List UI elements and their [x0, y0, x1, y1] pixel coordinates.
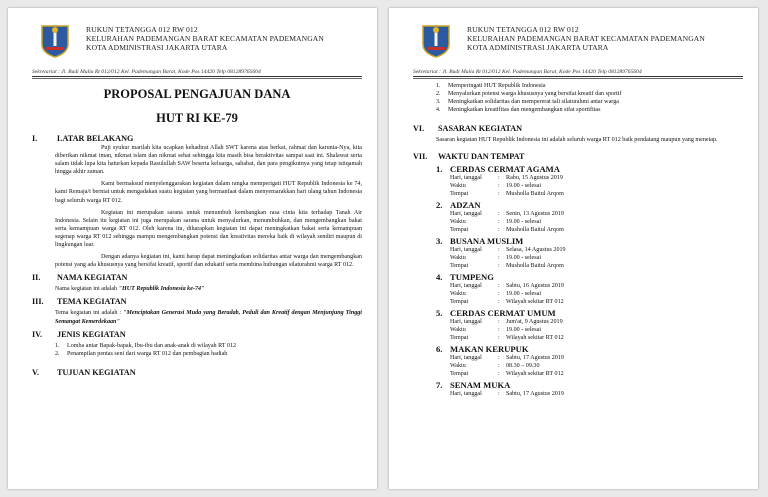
event-row-waktu: [450, 362, 743, 370]
event-value: Rabu, 15 Agustus 2019: [506, 175, 563, 182]
event-title: [436, 236, 743, 246]
event-row-waktu: [450, 218, 743, 226]
section-number: II.: [32, 273, 41, 283]
event-number: 6.: [436, 344, 443, 355]
sasaran-text: Sasaran kegiatan HUT Republik Indonesia ini adalah seluruh warga RT 012 baik pendatang maupun yang menetap.: [436, 137, 718, 144]
section-number: IV.: [32, 329, 43, 339]
letterhead-line-1: RUKUN TETANGGA 012 RW 012: [86, 25, 198, 34]
page-2-content: [413, 82, 743, 398]
event-name: CERDAS CERMAT AGAMA: [450, 164, 560, 175]
event-label: Hari, tanggal: [450, 355, 482, 362]
event-separator: :: [498, 211, 500, 218]
section-heading-jenis-kegiatan: [32, 330, 362, 340]
event-label: Waktu: [450, 183, 466, 190]
event-separator: :: [498, 371, 500, 378]
event-row-hari: [450, 354, 743, 362]
event-number: 3.: [436, 236, 443, 247]
event-row-tempat: [450, 190, 743, 198]
section-heading-waktu-tempat: [413, 152, 743, 162]
letterhead-divider-thin: [413, 78, 743, 79]
event-separator: :: [498, 355, 500, 362]
event-value: 19.00 - selesai: [506, 183, 542, 190]
event-value: 19.00 - selesai: [506, 327, 542, 334]
event-value: Sabtu, 17 Agustus 2019: [506, 355, 564, 362]
latar-paragraph-3: Kegiatan ini merupakan sarana untuk menumbuh kembangkan rasa cinta kita terhadap Tanah Air Indonesia. Selain itu kegiatan ini juga merupakan sarana untuk menyalurkan, menumbuhkan, dan mengembangkan bakat serta kemampuan warga RT 012. Oleh karena itu, diharapkan kegiatan ini dapat meningkatkan bakat serta kemampuan segenap warga RT 012 sehingga mampu mengembangkan potensi dan kreativitas mereka baik di wilayah sendiri maupun di lingkungan luar.: [55, 209, 362, 249]
event-label: Hari, tanggal: [450, 247, 482, 254]
event-separator: :: [498, 255, 500, 262]
section-number: V.: [32, 367, 39, 377]
event-name: CERDAS CERMAT UMUM: [450, 308, 556, 319]
event-row-waktu: [450, 326, 743, 334]
letterhead-divider: [413, 76, 743, 77]
event-details: [450, 390, 743, 398]
event-separator: :: [498, 299, 500, 306]
event-separator: :: [498, 391, 500, 398]
section-number: VII.: [413, 152, 428, 162]
document-page-2: [389, 8, 758, 489]
section-title: JENIS KEGIATAN: [57, 329, 126, 339]
list-item: [55, 342, 362, 350]
event-name: BUSANA MUSLIM: [450, 236, 524, 247]
event-label: Hari, tanggal: [450, 319, 482, 326]
section-title: NAMA KEGIATAN: [57, 273, 128, 283]
event-separator: :: [498, 291, 500, 298]
event-label: Tempat: [450, 263, 469, 270]
list-text: Meningkatkan solidaritas dan mempererat tali silaturahmi antar warga: [448, 99, 619, 106]
section-heading-latar-belakang: [32, 134, 362, 144]
event-title: [436, 200, 743, 210]
section-title: LATAR BELAKANG: [57, 134, 134, 143]
event-label: Hari, tanggal: [450, 283, 482, 290]
letterhead-line-3: KOTA ADMINISTRASI JAKARTA UTARA: [467, 43, 609, 52]
event-label: Waktu: [450, 327, 466, 334]
jakarta-emblem-icon: [421, 24, 451, 58]
letterhead: [421, 24, 741, 64]
letterhead-line-2: KELURAHAN PADEMANGAN BARAT KECAMATAN PADEMANGAN: [467, 34, 705, 43]
nama-kegiatan-text: [55, 285, 362, 293]
section-title: TUJUAN KEGIATAN: [57, 367, 136, 377]
event-value: 19.00 - selesai: [506, 219, 542, 226]
nama-prefix: Nama kegiatan ini adalah: [55, 286, 119, 293]
event-separator: :: [498, 219, 500, 226]
event-value: Wilayah sekitar RT 012: [506, 299, 564, 306]
list-text: Memperingati HUT Republik Indonesia: [448, 83, 546, 89]
event-name: ADZAN: [450, 200, 481, 211]
event-value: 19.00 - selesai: [506, 255, 542, 262]
event-row-tempat: [450, 226, 743, 234]
letterhead-line-3: KOTA ADMINISTRASI JAKARTA UTARA: [86, 43, 228, 52]
list-number: 3.: [436, 99, 441, 106]
event-value: Wilayah sekitar RT 012: [506, 371, 564, 378]
event-value: Wilayah sekitar RT 012: [506, 335, 564, 342]
event-row-hari: [450, 174, 743, 182]
tujuan-kegiatan-list: [436, 82, 743, 114]
list-item: [436, 106, 743, 114]
latar-paragraph-1: Puji syukur marilah kita ucapkan kehadirat Allah SWT karena atas berkat, rahmat dan karunia-Nya, kita diberikan nikmat iman, nikmat islam dan nikmat sehat sehingga kita masih bisa beraktivitas sampai saat ini. Shalawat serta salam tidak lupa kita haturkan kepada Rasulullah SAW beserta keluarga, sahabat, dan para pengikutnya yang tetap istiqamah hingga akhir zaman.: [55, 145, 362, 176]
event-row-hari: [450, 210, 743, 218]
event-label: Waktu: [450, 363, 466, 370]
event-label: Hari, tanggal: [450, 211, 482, 218]
list-number: 2.: [436, 91, 441, 98]
event-label: Hari, tanggal: [450, 391, 482, 398]
event-number: 4.: [436, 272, 443, 283]
list-number: 1.: [55, 342, 60, 349]
list-item: [436, 82, 743, 90]
event-separator: :: [498, 227, 500, 234]
event-title: [436, 344, 743, 354]
event-separator: :: [498, 319, 500, 326]
event-separator: :: [498, 247, 500, 254]
event-row-hari: [450, 318, 743, 326]
event-value: Musholla Baitul Arqom: [506, 227, 564, 234]
event-number: 7.: [436, 380, 443, 391]
letterhead-divider: [32, 76, 362, 77]
list-number: 1.: [436, 83, 441, 89]
event-number: 1.: [436, 164, 443, 175]
event-value: Musholla Baitul Arqom: [506, 191, 564, 198]
event-label: Tempat: [450, 335, 469, 342]
event-row-hari: [450, 390, 743, 398]
event-separator: :: [498, 191, 500, 198]
event-row-waktu: [450, 290, 743, 298]
letterhead-address: Sekretariat : Jl. Budi Mulia Rt 012/012 Kel. Pademangan Barat, Kode Pos 14420 Telp 081289765604: [32, 69, 261, 75]
letterhead-line-1: RUKUN TETANGGA 012 RW 012: [467, 25, 579, 34]
event-row-hari: [450, 282, 743, 290]
event-row-waktu: [450, 182, 743, 190]
list-text: Menyalurkan potensi warga khususnya yang bersifat kreatif dan sportif: [448, 91, 622, 98]
event-title: [436, 308, 743, 318]
section-heading-tema-kegiatan: [32, 297, 362, 307]
event-label: Tempat: [450, 371, 469, 378]
page-1-content: [32, 86, 362, 378]
event-row-hari: [450, 246, 743, 254]
event-schedule: [413, 164, 743, 398]
event-row-tempat: [450, 334, 743, 342]
list-text: Meningkatkan kreatifitas dan mengembangkan sifat sportifitas: [448, 107, 601, 114]
event-value: 08.30 – 09.30: [506, 363, 540, 370]
list-text: Penampilan pentas seni dari warga RT 012 dan pembagian hadiah: [67, 350, 228, 357]
section-number: VI.: [413, 124, 425, 134]
event-row-waktu: [450, 254, 743, 262]
list-number: 4.: [436, 107, 441, 114]
event-details: [450, 246, 743, 270]
event-label: Tempat: [450, 227, 469, 234]
section-number: III.: [32, 297, 44, 307]
list-item: [436, 90, 743, 98]
event-name: TUMPENG: [450, 272, 494, 283]
jenis-kegiatan-list: [55, 342, 362, 358]
event-label: Waktu: [450, 291, 466, 298]
section-heading-tujuan-kegiatan: [32, 368, 362, 378]
letterhead-line-2: KELURAHAN PADEMANGAN BARAT KECAMATAN PADEMANGAN: [86, 34, 324, 43]
section-heading-sasaran-kegiatan: [413, 124, 743, 134]
event-separator: :: [498, 263, 500, 270]
latar-paragraph-4: Dengan adanya kegiatan ini, kami harap dapat meningkatkan solidaritas antar warga dan mengembangkan potensi yang ada khususnya yang bersifat kreatif, sportif dan edukatif serta membina hubungan silaturahmi warga RT 012.: [55, 254, 362, 269]
letterhead-address: Sekretariat : Jl. Budi Mulia Rt 012/012 Kel. Pademangan Barat, Kode Pos 14420 Telp 081289765604: [413, 69, 642, 75]
event-separator: :: [498, 335, 500, 342]
event-separator: :: [498, 327, 500, 334]
jakarta-emblem-icon: [40, 24, 70, 58]
event-details: [450, 354, 743, 378]
event-row-tempat: [450, 370, 743, 378]
tema-kegiatan-text: [55, 309, 362, 325]
event-title: [436, 380, 743, 390]
list-item: [436, 98, 743, 106]
section-heading-nama-kegiatan: [32, 273, 362, 283]
section-title: WAKTU DAN TEMPAT: [438, 152, 525, 162]
section-title: TEMA KEGIATAN: [57, 297, 127, 307]
event-name: MAKAN KERUPUK: [450, 344, 529, 355]
event-row-tempat: [450, 298, 743, 306]
event-value: Sabtu, 16 Agustus 2019: [506, 283, 564, 290]
event-value: 19.00 - selesai: [506, 291, 542, 298]
event-title: [436, 272, 743, 282]
event-details: [450, 174, 743, 198]
event-value: Sabtu, 17 Agustus 2019: [506, 391, 564, 398]
event-name: SENAM MUKA: [450, 380, 511, 391]
latar-paragraph-2: Kami bermaksud menyelenggarakan kegiatan dalam rangka memperigati HUT Republik Indonesia ke 74, kami Remaja/i berniat untuk mengadakan suatu kegiatan yang bermanfaat dalam menyemarakkan hari ulang tahun Indonesia bagi seluruh warga RT 012.: [55, 181, 362, 204]
event-number: 2.: [436, 200, 443, 211]
document-page-1: [8, 8, 377, 489]
letterhead-divider-thin: [32, 78, 362, 79]
section-title: SASARAN KEGIATAN: [438, 124, 523, 134]
event-label: Waktu: [450, 255, 466, 262]
document-subtitle: HUT RI KE-79: [156, 111, 238, 125]
event-details: [450, 282, 743, 306]
event-row-tempat: [450, 262, 743, 270]
event-separator: :: [498, 363, 500, 370]
event-title: [436, 164, 743, 174]
tema-prefix: Tema kegiatan ini adalah :: [55, 310, 124, 317]
event-separator: :: [498, 175, 500, 182]
document-title: PROPOSAL PENGAJUAN DANA: [103, 87, 291, 101]
list-text: Lomba antar Bapak-bapak, Ibu-ibu dan anak-anak di wilayah RT 012: [67, 342, 237, 349]
event-value: Senin, 13 Agustus 2019: [506, 211, 564, 218]
event-label: Hari, tanggal: [450, 175, 482, 182]
section-number: I.: [32, 134, 38, 143]
event-label: Tempat: [450, 299, 469, 306]
event-details: [450, 318, 743, 342]
nama-value: "HUT Republik Indonesia ke-74": [118, 286, 205, 293]
list-number: 2.: [55, 350, 60, 357]
event-value: Jum'at, 9 Agustus 2019: [506, 319, 563, 326]
letterhead: [40, 24, 360, 64]
event-label: Tempat: [450, 191, 469, 198]
event-value: Musholla Baitul Arqom: [506, 263, 564, 270]
event-separator: :: [498, 283, 500, 290]
event-number: 5.: [436, 308, 443, 319]
list-item: [55, 350, 362, 358]
event-details: [450, 210, 743, 234]
event-separator: :: [498, 183, 500, 190]
event-value: Selasa, 14 Agustus 2019: [506, 247, 566, 254]
tema-value: "Menciptakan Generasi Muda yang Beradab, Peduli dan Kreatif dengan Menjunjung Tinggi Semangat Kemerdekaan": [55, 310, 362, 325]
event-label: Waktu: [450, 219, 466, 226]
